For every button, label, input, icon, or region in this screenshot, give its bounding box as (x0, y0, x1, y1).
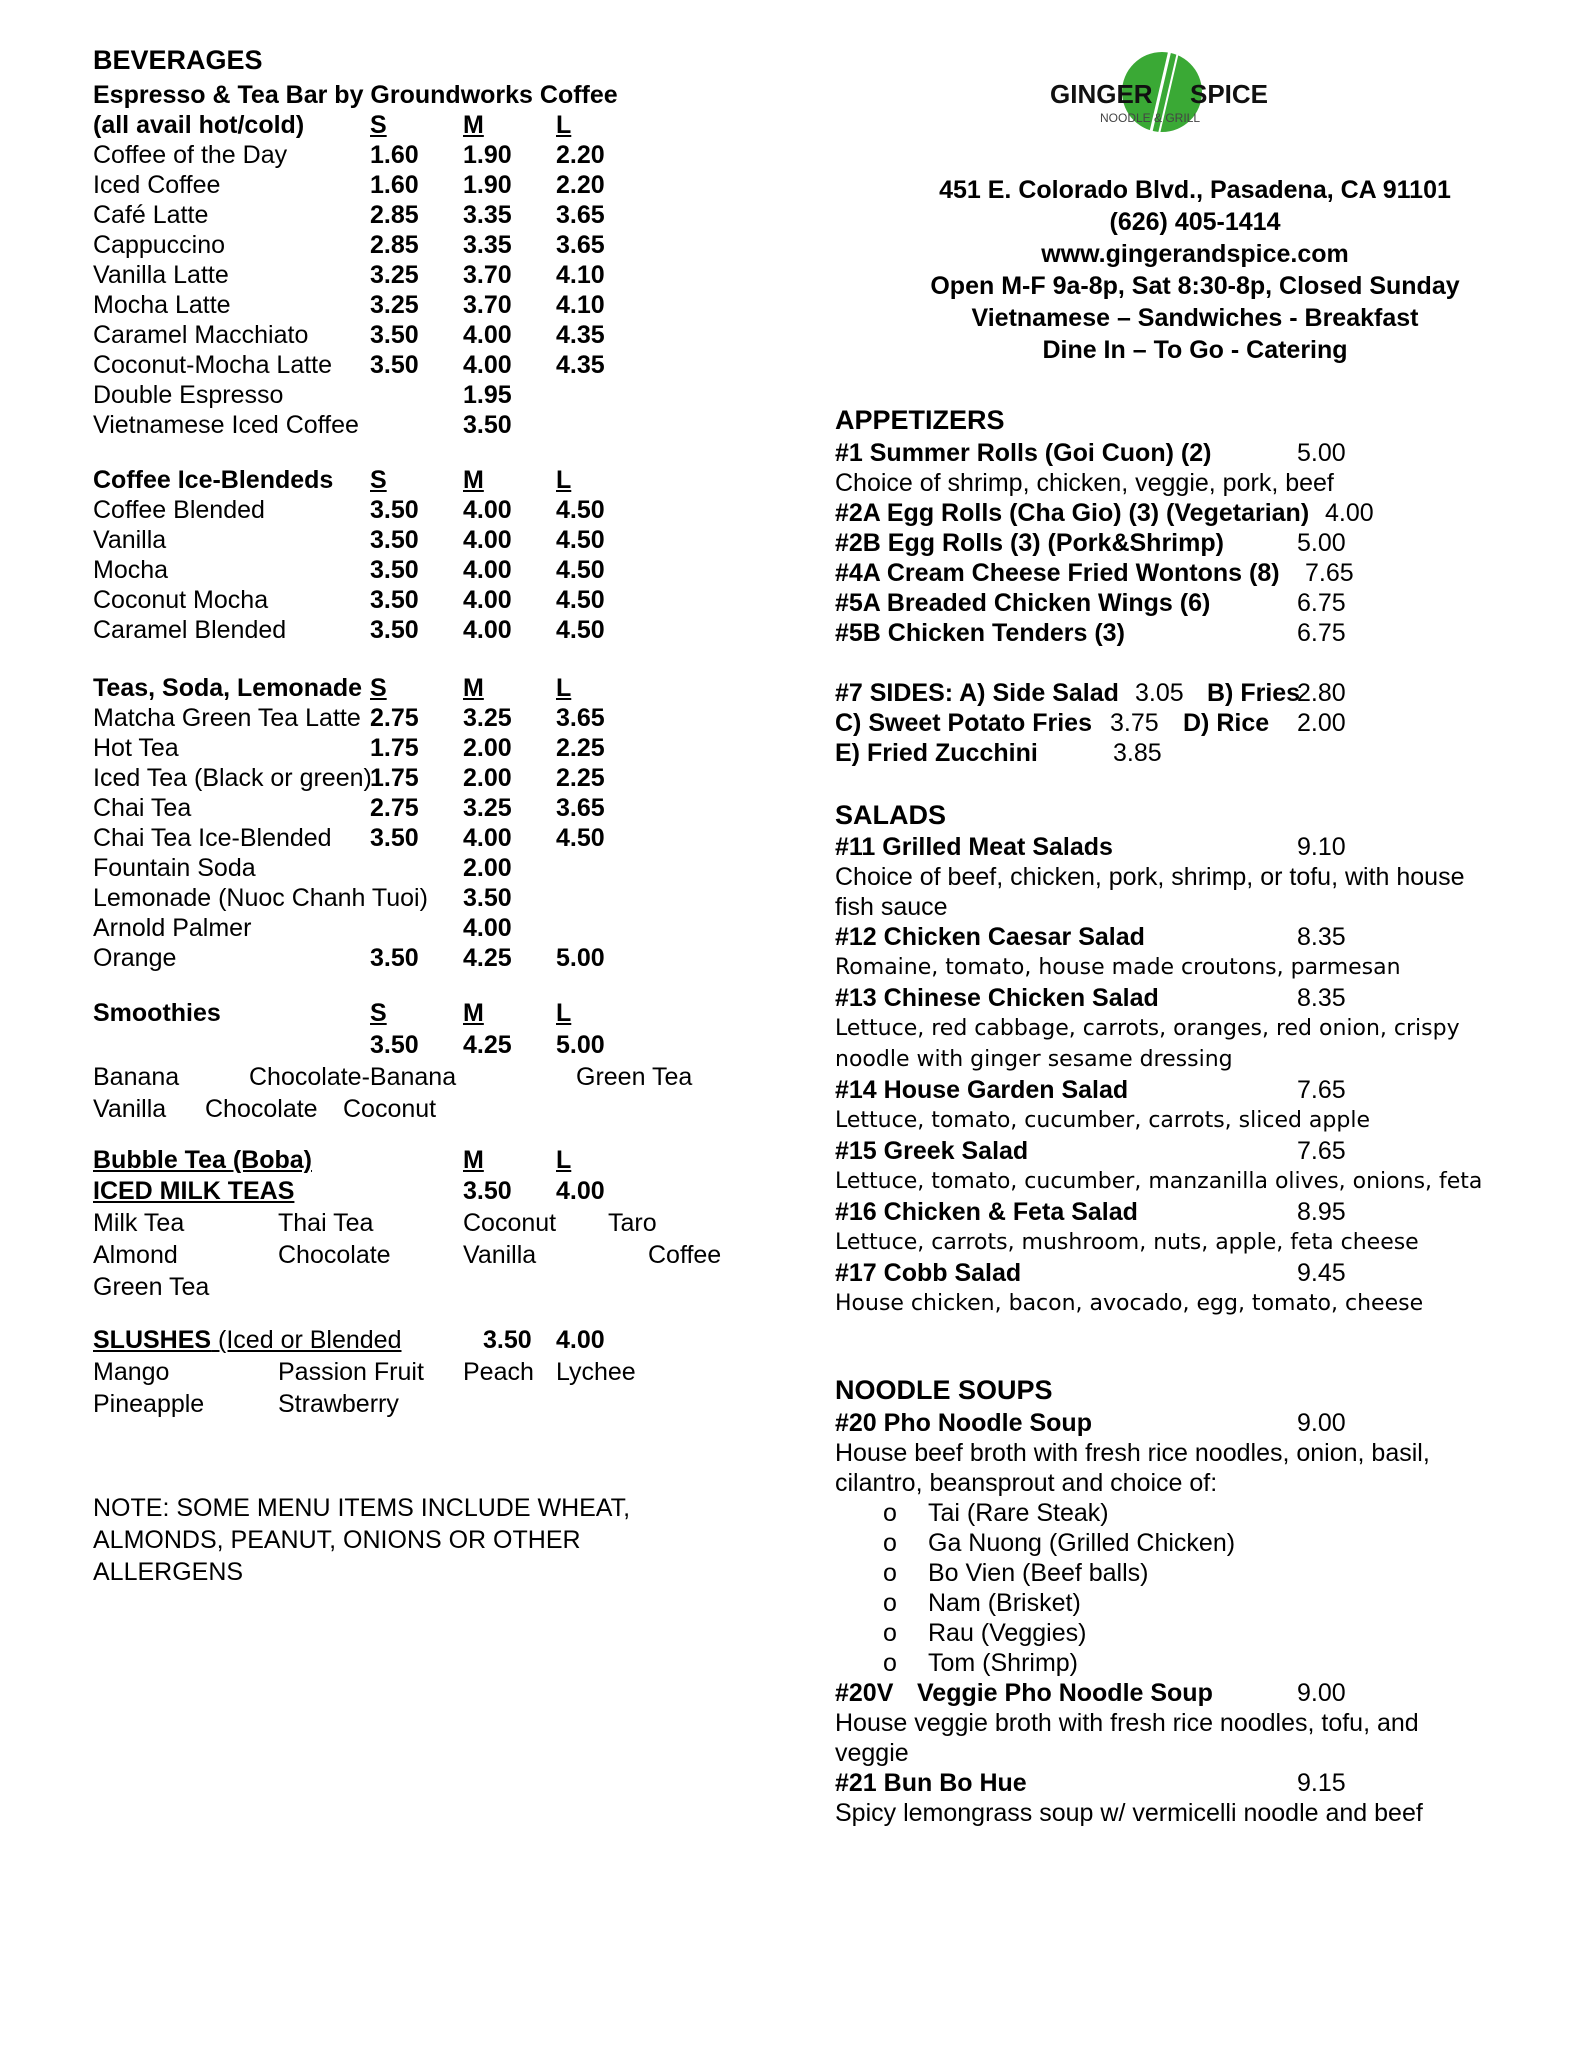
salad-11-desc-2: fish sauce (835, 893, 948, 921)
price-l: 2.25 (556, 764, 605, 792)
sides-row-2 (835, 708, 1555, 738)
item-name: Mocha (93, 556, 169, 584)
price-s: 2.75 (370, 704, 419, 732)
salad-14 (835, 1075, 1555, 1105)
item-name: #2B Egg Rolls (3) (Pork&Shrimp) (835, 529, 1224, 557)
price-s: 3.50 (370, 824, 419, 852)
item-price: 9.10 (1297, 833, 1346, 861)
soup-20v-desc-1: House veggie broth with fresh rice noodles, tofu, and (835, 1709, 1419, 1737)
soup-20-desc-1: House beef broth with fresh rice noodles, onion, basil, (835, 1439, 1430, 1467)
item-price: 6.75 (1297, 589, 1346, 617)
size-l: L (556, 466, 572, 494)
flavor: Green Tea (93, 1273, 210, 1301)
item-name: #21 Bun Bo Hue (835, 1769, 1027, 1797)
item-name: Arnold Palmer (93, 914, 252, 942)
menu-item-row (93, 525, 783, 555)
size-s: S (370, 111, 387, 139)
option-label: Tai (Rare Steak) (928, 1499, 1109, 1527)
price-l: 3.65 (556, 201, 605, 229)
boba-flavors-3 (93, 1272, 783, 1302)
bullet-icon: o (883, 1529, 897, 1557)
price-m: 3.50 (463, 1177, 512, 1205)
item-name: Vietnamese Iced Coffee (93, 411, 359, 439)
salad-13-desc-2: noodle with ginger sesame dressing (835, 1047, 1233, 1072)
boba-header-row (93, 1145, 783, 1175)
flavor: Vanilla (93, 1095, 167, 1123)
price-m: 4.00 (463, 824, 512, 852)
price-m: 4.25 (463, 1031, 512, 1059)
item-price: 8.35 (1297, 923, 1346, 951)
size-s: S (370, 999, 387, 1027)
size-m: M (463, 111, 484, 139)
price-s: 2.85 (370, 201, 419, 229)
teas-header-row (93, 673, 783, 703)
price-l: 3.65 (556, 231, 605, 259)
price-l: 4.00 (556, 1177, 605, 1205)
item-price: 9.00 (1297, 1409, 1346, 1437)
salad-12 (835, 922, 1555, 952)
item-name: Vanilla (93, 526, 167, 554)
price-l: 2.20 (556, 141, 605, 169)
item-name: Café Latte (93, 201, 209, 229)
soup-21 (835, 1768, 1555, 1798)
price-m: 2.00 (463, 854, 512, 882)
price-m: 3.25 (463, 794, 512, 822)
price-m: 4.00 (463, 616, 512, 644)
price-m: 2.00 (463, 764, 512, 792)
item-name: Chai Tea (93, 794, 192, 822)
price-m: 2.00 (463, 734, 512, 762)
slushes-header-row (93, 1325, 783, 1355)
flavor: Chocolate (205, 1095, 318, 1123)
price-m: 1.90 (463, 141, 512, 169)
appetizer-4a (835, 558, 1555, 588)
flavor: Strawberry (278, 1390, 399, 1418)
side-price: 3.05 (1135, 679, 1184, 707)
phone: (626) 405-1414 (1109, 208, 1281, 236)
flavor: Mango (93, 1358, 170, 1386)
boba-flavors-1 (93, 1208, 783, 1238)
price-m: 3.50 (463, 884, 512, 912)
espresso-title: Espresso & Tea Bar by Groundworks Coffee (93, 81, 618, 109)
item-name: Vanilla Latte (93, 261, 229, 289)
menu-item-row (93, 320, 783, 350)
price-m: 4.00 (463, 556, 512, 584)
item-name: Double Espresso (93, 381, 284, 409)
menu-item-row (93, 943, 783, 973)
item-name: Lemonade (Nuoc Chanh Tuoi) (93, 884, 428, 912)
item-price: 9.00 (1297, 1679, 1346, 1707)
item-name: #5A Breaded Chicken Wings (6) (835, 589, 1211, 617)
price-s: 3.50 (370, 351, 419, 379)
sides-row-1 (835, 678, 1555, 708)
item-price: 7.65 (1297, 1076, 1346, 1104)
size-m: M (463, 999, 484, 1027)
price-l: 5.00 (556, 1031, 605, 1059)
size-m: M (463, 466, 484, 494)
option-label: Ga Nuong (Grilled Chicken) (928, 1529, 1236, 1557)
salad-11 (835, 832, 1555, 862)
appetizer-5b (835, 618, 1555, 648)
menu-item-row (93, 823, 783, 853)
price-l: 4.50 (556, 616, 605, 644)
boba-subtitle: ICED MILK TEAS (93, 1177, 295, 1205)
item-price: 7.65 (1297, 1137, 1346, 1165)
price-s: 3.50 (370, 321, 419, 349)
soup-20v (835, 1678, 1555, 1708)
item-price: 9.15 (1297, 1769, 1346, 1797)
menu-item-row (93, 200, 783, 230)
option-label: Tom (Shrimp) (928, 1649, 1079, 1677)
item-name: #13 Chinese Chicken Salad (835, 984, 1159, 1012)
allergen-note-2: ALMONDS, PEANUT, ONIONS OR OTHER (93, 1526, 581, 1554)
flavor: Coffee (648, 1241, 722, 1269)
price-m: 4.00 (463, 914, 512, 942)
smoothies-header-row (93, 998, 783, 1028)
smoothies-prices (93, 1030, 783, 1060)
item-name: #1 Summer Rolls (Goi Cuon) (2) (835, 439, 1212, 467)
slushes-flavors-1 (93, 1357, 783, 1387)
price-l: 4.00 (556, 1326, 605, 1354)
price-m: 3.50 (483, 1326, 532, 1354)
price-m: 4.00 (463, 586, 512, 614)
hours: Open M-F 9a-8p, Sat 8:30-8p, Closed Sunday (930, 272, 1460, 300)
menu-item-row (93, 913, 783, 943)
price-m: 3.50 (463, 411, 512, 439)
item-number: #20V (835, 1679, 894, 1707)
price-s: 3.50 (370, 586, 419, 614)
item-name: Caramel Blended (93, 616, 287, 644)
price-s: 1.60 (370, 171, 419, 199)
menu-item-row (93, 140, 783, 170)
flavor: Passion Fruit (278, 1358, 424, 1386)
smoothies-flavors-2 (93, 1094, 783, 1124)
menu-item-row (93, 793, 783, 823)
salad-17-desc: House chicken, bacon, avocado, egg, tomato, cheese (835, 1291, 1424, 1316)
sides-row-3 (835, 738, 1555, 768)
flavor: Milk Tea (93, 1209, 185, 1237)
item-name: #20 Pho Noodle Soup (835, 1409, 1092, 1437)
item-name: #15 Greek Salad (835, 1137, 1029, 1165)
soup-20-desc-2: cilantro, beansprout and choice of: (835, 1469, 1218, 1497)
iceblended-header-row (93, 465, 783, 495)
salad-13-desc-1: Lettuce, red cabbage, carrots, oranges, red onion, crispy (835, 1016, 1460, 1041)
price-l: 4.50 (556, 586, 605, 614)
item-name: Veggie Pho Noodle Soup (917, 1679, 1213, 1707)
flavor: Lychee (556, 1358, 636, 1386)
flavor: Almond (93, 1241, 178, 1269)
slushes-title: SLUSHES (93, 1326, 212, 1354)
price-s: 3.50 (370, 944, 419, 972)
price-s: 1.75 (370, 764, 419, 792)
price-s: 1.75 (370, 734, 419, 762)
item-price: 7.65 (1305, 559, 1354, 587)
price-l: 3.65 (556, 704, 605, 732)
price-l: 4.50 (556, 496, 605, 524)
item-name: Iced Coffee (93, 171, 221, 199)
flavor: Thai Tea (278, 1209, 374, 1237)
salad-11-desc-1: Choice of beef, chicken, pork, shrimp, or tofu, with house (835, 863, 1465, 891)
salad-16 (835, 1197, 1555, 1227)
appetizer-1-desc: Choice of shrimp, chicken, veggie, pork, beef (835, 469, 1334, 497)
item-name: #14 House Garden Salad (835, 1076, 1129, 1104)
item-price: 5.00 (1297, 529, 1346, 557)
item-price: 4.00 (1325, 499, 1374, 527)
price-m: 1.95 (463, 381, 512, 409)
menu-item-row (93, 410, 783, 440)
menu-item-row (93, 703, 783, 733)
price-s: 3.25 (370, 291, 419, 319)
item-price: 8.35 (1297, 984, 1346, 1012)
address: 451 E. Colorado Blvd., Pasadena, CA 91101 (939, 176, 1451, 204)
appetizer-2b (835, 528, 1555, 558)
sides-label: #7 SIDES: A) Side Salad (835, 679, 1119, 707)
bullet-icon: o (883, 1559, 897, 1587)
allergen-note-3: ALLERGENS (93, 1558, 244, 1586)
option-label: Bo Vien (Beef balls) (928, 1559, 1149, 1587)
flavor: Banana (93, 1063, 180, 1091)
size-l: L (556, 999, 572, 1027)
size-l: L (556, 1146, 572, 1174)
side-name: C) Sweet Potato Fries (835, 709, 1092, 737)
size-s: S (370, 674, 387, 702)
service-types: Dine In – To Go - Catering (1042, 336, 1348, 364)
side-price: 3.75 (1110, 709, 1159, 737)
price-l: 3.65 (556, 794, 605, 822)
salad-17 (835, 1258, 1555, 1288)
price-m: 3.35 (463, 231, 512, 259)
menu-item-row (93, 350, 783, 380)
soup-20 (835, 1408, 1555, 1438)
pho-option (835, 1528, 1555, 1558)
menu-item-row (93, 615, 783, 645)
item-name: #11 Grilled Meat Salads (835, 833, 1113, 861)
menu-item-row (93, 883, 783, 913)
item-name: Hot Tea (93, 734, 179, 762)
menu-item-row (93, 763, 783, 793)
salad-15 (835, 1136, 1555, 1166)
price-s: 1.60 (370, 141, 419, 169)
logo-subtitle: NOODLE & GRILL (1100, 111, 1201, 125)
item-name: Coconut-Mocha Latte (93, 351, 333, 379)
price-l: 4.50 (556, 526, 605, 554)
flavor: Peach (463, 1358, 534, 1386)
item-name: Chai Tea Ice-Blended (93, 824, 332, 852)
price-s: 3.50 (370, 526, 419, 554)
item-name: Matcha Green Tea Latte (93, 704, 361, 732)
boba-flavors-2 (93, 1240, 783, 1270)
item-price: 8.95 (1297, 1198, 1346, 1226)
item-name: #16 Chicken & Feta Salad (835, 1198, 1138, 1226)
price-m: 4.00 (463, 526, 512, 554)
salad-16-desc: Lettuce, carrots, mushroom, nuts, apple, feta cheese (835, 1230, 1419, 1255)
noodle-soups-heading: NOODLE SOUPS (835, 1375, 1053, 1405)
size-m: M (463, 674, 484, 702)
price-m: 3.70 (463, 261, 512, 289)
size-l: L (556, 674, 572, 702)
size-m: M (463, 1146, 484, 1174)
pho-option (835, 1588, 1555, 1618)
option-label: Rau (Veggies) (928, 1619, 1087, 1647)
price-m: 3.70 (463, 291, 512, 319)
bullet-icon: o (883, 1619, 897, 1647)
salad-14-desc: Lettuce, tomato, cucumber, carrots, sliced apple (835, 1108, 1370, 1133)
appetizer-2a (835, 498, 1555, 528)
teas-title: Teas, Soda, Lemonade (93, 674, 363, 702)
price-s: 3.50 (370, 556, 419, 584)
side-price: 3.85 (1113, 739, 1162, 767)
ginger-spice-logo (1050, 50, 1280, 140)
side-name: D) Rice (1183, 709, 1270, 737)
appetizers-heading: APPETIZERS (835, 405, 1005, 435)
salads-heading: SALADS (835, 800, 947, 830)
pho-option (835, 1498, 1555, 1528)
option-label: Nam (Brisket) (928, 1589, 1081, 1617)
bullet-icon: o (883, 1499, 897, 1527)
logo-word-left: GINGER (1050, 79, 1153, 109)
logo-graphic (1050, 50, 1280, 140)
cuisine: Vietnamese – Sandwiches - Breakfast (971, 304, 1419, 332)
pho-option (835, 1648, 1555, 1678)
salad-12-desc: Romaine, tomato, house made croutons, parmesan (835, 955, 1401, 980)
price-s: 2.75 (370, 794, 419, 822)
flavor: Coconut (463, 1209, 557, 1237)
menu-item-row (93, 555, 783, 585)
price-s: 3.25 (370, 261, 419, 289)
flavor: Chocolate (278, 1241, 391, 1269)
side-price: 2.00 (1297, 709, 1346, 737)
pho-option (835, 1618, 1555, 1648)
price-s: 2.85 (370, 231, 419, 259)
flavor: Pineapple (93, 1390, 205, 1418)
item-name: Coffee Blended (93, 496, 265, 524)
menu-item-row (93, 495, 783, 525)
soup-21-desc: Spicy lemongrass soup w/ vermicelli noodle and beef (835, 1799, 1423, 1827)
item-name: #17 Cobb Salad (835, 1259, 1022, 1287)
price-l: 2.20 (556, 171, 605, 199)
flavor: Vanilla (463, 1241, 537, 1269)
menu-item-row (93, 380, 783, 410)
item-name: Orange (93, 944, 177, 972)
price-l: 4.10 (556, 261, 605, 289)
price-m: 4.00 (463, 321, 512, 349)
website: www.gingerandspice.com (1041, 240, 1349, 268)
appetizer-5a (835, 588, 1555, 618)
boba-title: Bubble Tea (Boba) (93, 1146, 312, 1174)
menu-item-row (93, 260, 783, 290)
item-name: #2A Egg Rolls (Cha Gio) (3) (Vegetarian) (835, 499, 1310, 527)
price-l: 5.00 (556, 944, 605, 972)
menu-item-row (93, 290, 783, 320)
price-m: 4.00 (463, 496, 512, 524)
side-name: B) Fries (1207, 679, 1301, 707)
item-name: #12 Chicken Caesar Salad (835, 923, 1145, 951)
item-name: Iced Tea (Black or green) (93, 764, 372, 792)
price-m: 3.35 (463, 201, 512, 229)
boba-sub-row (93, 1176, 783, 1206)
bullet-icon: o (883, 1649, 897, 1677)
price-l: 4.50 (556, 824, 605, 852)
beverages-heading: BEVERAGES (93, 45, 263, 75)
menu-item-row (93, 585, 783, 615)
salad-15-desc: Lettuce, tomato, cucumber, manzanilla olives, onions, feta (835, 1169, 1483, 1194)
menu-item-row (93, 230, 783, 260)
slushes-flavors-2 (93, 1389, 783, 1419)
price-l: 4.35 (556, 351, 605, 379)
salad-13 (835, 983, 1555, 1013)
allergen-note-1: NOTE: SOME MENU ITEMS INCLUDE WHEAT, (93, 1494, 631, 1522)
item-name: Coconut Mocha (93, 586, 269, 614)
flavor: Green Tea (576, 1063, 693, 1091)
flavor: Taro (608, 1209, 657, 1237)
slushes-title-rest: (Iced or Blended (211, 1326, 402, 1354)
iceblended-title: Coffee Ice-Blendeds (93, 466, 334, 494)
soup-20v-desc-2: veggie (835, 1739, 909, 1767)
item-name: #5B Chicken Tenders (3) (835, 619, 1125, 647)
logo-word-right: SPICE (1190, 79, 1269, 109)
menu-item-row (93, 853, 783, 883)
price-l: 4.50 (556, 556, 605, 584)
price-m: 4.00 (463, 351, 512, 379)
appetizer-1 (835, 438, 1555, 468)
price-l: 4.10 (556, 291, 605, 319)
side-name: E) Fried Zucchini (835, 739, 1038, 767)
price-l: 4.35 (556, 321, 605, 349)
price-s: 3.50 (370, 496, 419, 524)
flavor: Coconut (343, 1095, 437, 1123)
flavor: Chocolate-Banana (249, 1063, 457, 1091)
item-price: 6.75 (1297, 619, 1346, 647)
item-price: 9.45 (1297, 1259, 1346, 1287)
size-l: L (556, 111, 572, 139)
price-m: 1.90 (463, 171, 512, 199)
pho-option (835, 1558, 1555, 1588)
price-s: 3.50 (370, 1031, 419, 1059)
item-name: Fountain Soda (93, 854, 256, 882)
item-price: 5.00 (1297, 439, 1346, 467)
menu-item-row (93, 170, 783, 200)
size-s: S (370, 466, 387, 494)
price-l: 2.25 (556, 734, 605, 762)
smoothies-flavors-1 (93, 1062, 783, 1092)
menu-item-row (93, 733, 783, 763)
espresso-subtitle: (all avail hot/cold) (93, 111, 305, 139)
side-price: 2.80 (1297, 679, 1346, 707)
item-name: #4A Cream Cheese Fried Wontons (8) (835, 559, 1280, 587)
bullet-icon: o (883, 1589, 897, 1617)
item-name: Caramel Macchiato (93, 321, 309, 349)
price-m: 4.25 (463, 944, 512, 972)
price-s: 3.50 (370, 616, 419, 644)
espresso-header-row (93, 110, 783, 140)
smoothies-title: Smoothies (93, 999, 221, 1027)
price-m: 3.25 (463, 704, 512, 732)
item-name: Coffee of the Day (93, 141, 288, 169)
item-name: Cappuccino (93, 231, 226, 259)
item-name: Mocha Latte (93, 291, 231, 319)
